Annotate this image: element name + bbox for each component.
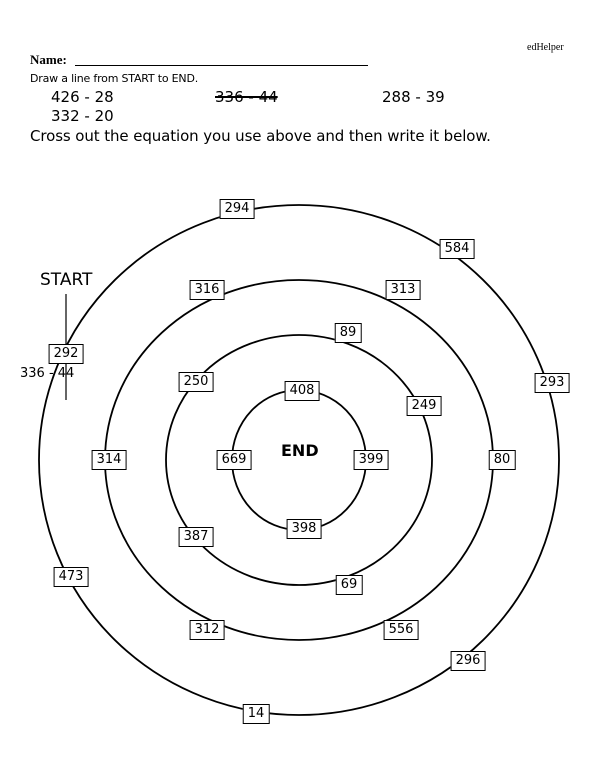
inner-ring <box>232 390 366 530</box>
maze-number[interactable]: 250 <box>179 372 214 392</box>
equation-4: 332 - 20 <box>51 107 114 125</box>
maze-number[interactable]: 473 <box>54 567 89 587</box>
maze-number[interactable]: 313 <box>386 280 421 300</box>
equation-3: 288 - 39 <box>382 88 445 106</box>
maze-number[interactable]: 14 <box>243 704 270 724</box>
maze-number[interactable]: 556 <box>384 620 419 640</box>
maze-number[interactable]: 293 <box>535 373 570 393</box>
direction-text: Cross out the equation you use above and then write it below. <box>30 127 491 145</box>
end-label: END <box>281 441 319 460</box>
maze-number[interactable]: 312 <box>190 620 225 640</box>
maze-number[interactable]: 387 <box>179 527 214 547</box>
maze-number[interactable]: 314 <box>92 450 127 470</box>
equation-1: 426 - 28 <box>51 88 114 106</box>
maze-number[interactable]: 89 <box>335 323 362 343</box>
maze-number[interactable]: 249 <box>407 396 442 416</box>
maze-number[interactable]: 398 <box>287 519 322 539</box>
maze-number[interactable]: 584 <box>440 239 475 259</box>
brand-label: edHelper <box>527 42 564 53</box>
maze-number[interactable]: 408 <box>285 381 320 401</box>
maze-number[interactable]: 316 <box>190 280 225 300</box>
start-label: START <box>40 270 93 290</box>
second-ring <box>105 280 493 640</box>
maze-number[interactable]: 399 <box>354 450 389 470</box>
maze-number[interactable]: 69 <box>336 575 363 595</box>
equation-2-crossed: 336 - 44 <box>215 88 278 106</box>
written-equation: 336 - 44 <box>20 366 75 381</box>
instruction-text: Draw a line from START to END. <box>30 72 199 85</box>
maze-number[interactable]: 296 <box>451 651 486 671</box>
maze-number[interactable]: 669 <box>217 450 252 470</box>
maze-number[interactable]: 294 <box>220 199 255 219</box>
name-label: Name: <box>30 52 67 67</box>
maze-number[interactable]: 292 <box>49 344 84 364</box>
maze-number[interactable]: 80 <box>489 450 516 470</box>
